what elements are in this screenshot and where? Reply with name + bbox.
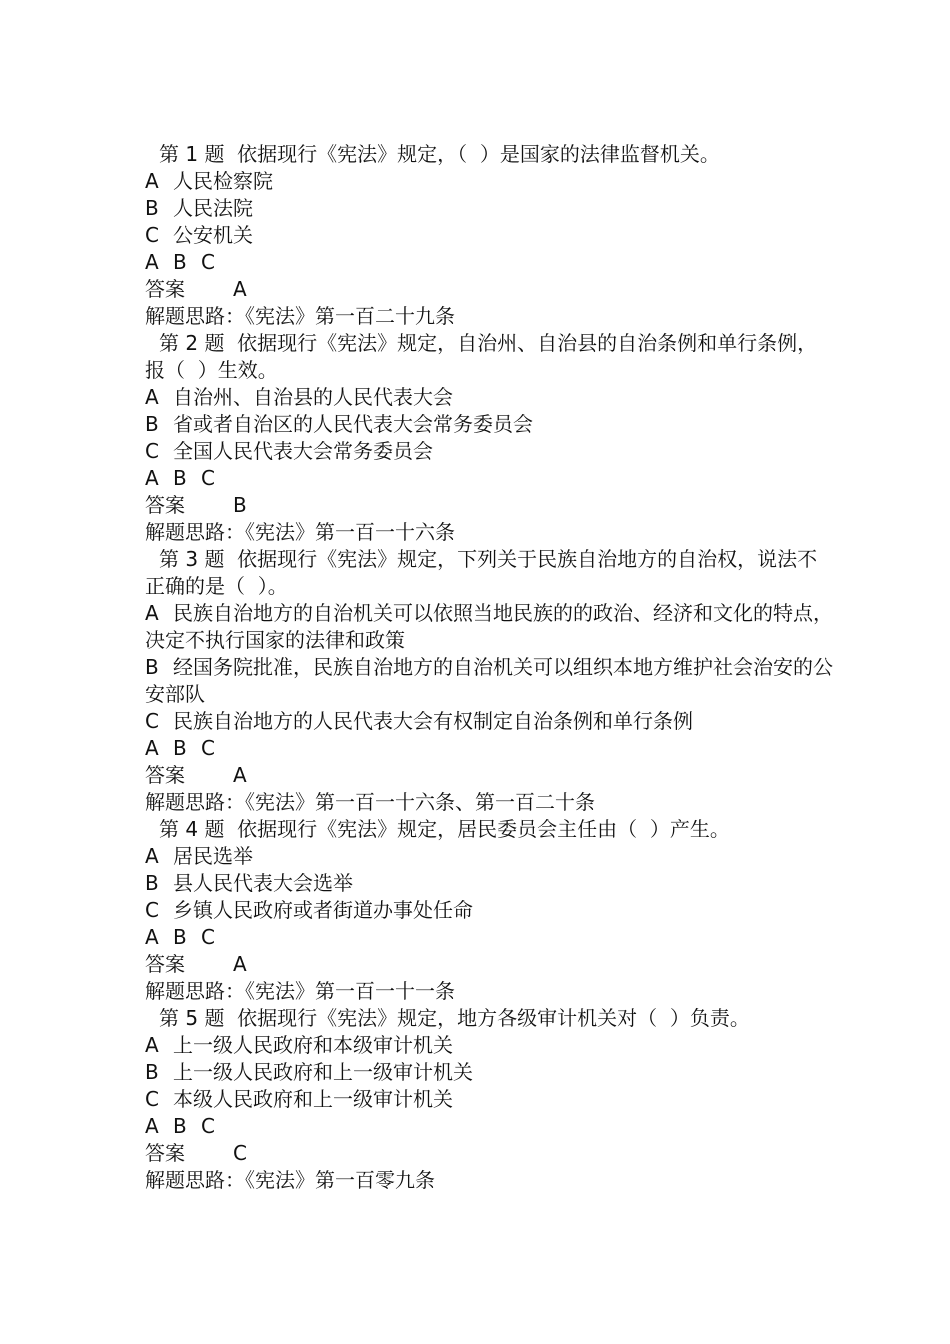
question-list [145, 141, 835, 1194]
question-title: 第 3 题 依据现行《宪法》规定，下列关于民族自治地方的自治权，说法不正确的是（ ）。 [145, 547, 818, 598]
option-text: 经国务院批准，民族自治地方的自治机关可以组织本地方维护社会治安的公安部队 [145, 655, 833, 706]
choice-letter: B [173, 466, 187, 490]
answer-line [145, 492, 835, 519]
choice-letter: A [145, 925, 159, 949]
answer-line [145, 762, 835, 789]
option-a [145, 600, 835, 654]
option-text: 上一级人民政府和上一级审计机关 [173, 1060, 473, 1084]
option-c [145, 1086, 835, 1113]
option-text: 居民选举 [173, 844, 253, 868]
option-text: 民族自治地方的自治机关可以依照当地民族的的政治、经济和文化的特点，决定不执行国家的法律和政策 [145, 601, 833, 652]
explanation: 解题思路：《宪法》第一百二十九条 [145, 304, 455, 328]
option-letter: C [145, 439, 159, 463]
option-text: 上一级人民政府和本级审计机关 [173, 1033, 453, 1057]
answer-value: A [233, 763, 247, 787]
option-a [145, 1032, 835, 1059]
option-c [145, 438, 835, 465]
option-letter: C [145, 223, 159, 247]
choice-letters [145, 465, 835, 492]
option-letter: A [145, 844, 159, 868]
option-c [145, 897, 835, 924]
option-text: 省或者自治区的人民代表大会常务委员会 [173, 412, 533, 436]
choice-letter: B [173, 736, 187, 760]
option-letter: B [145, 412, 159, 436]
answer-label: 答案 [145, 493, 185, 517]
option-a [145, 843, 835, 870]
option-letter: A [145, 385, 159, 409]
option-text: 乡镇人民政府或者街道办事处任命 [173, 898, 473, 922]
option-letter: A [145, 169, 159, 193]
choice-letter: C [201, 466, 215, 490]
question-title: 第 2 题 依据现行《宪法》规定，自治州、自治县的自治条例和单行条例，报（ ）生效。 [145, 331, 818, 382]
option-b [145, 870, 835, 897]
answer-value: C [233, 1141, 247, 1165]
option-text: 全国人民代表大会常务委员会 [173, 439, 433, 463]
question-block [145, 546, 835, 816]
option-a [145, 384, 835, 411]
explanation: 解题思路：《宪法》第一百一十六条 [145, 520, 455, 544]
option-letter: A [145, 601, 159, 625]
choice-letter: C [201, 1114, 215, 1138]
choice-letter: B [173, 250, 187, 274]
question-block [145, 141, 835, 330]
question-block [145, 816, 835, 1005]
option-text: 人民法院 [173, 196, 253, 220]
choice-letter: A [145, 466, 159, 490]
answer-value: A [233, 277, 247, 301]
question-block [145, 1005, 835, 1194]
option-letter: C [145, 898, 159, 922]
option-text: 县人民代表大会选举 [173, 871, 353, 895]
option-text: 民族自治地方的人民代表大会有权制定自治条例和单行条例 [173, 709, 693, 733]
option-letter: B [145, 196, 159, 220]
option-b [145, 654, 835, 708]
option-c [145, 708, 835, 735]
choice-letters [145, 1113, 835, 1140]
answer-label: 答案 [145, 952, 185, 976]
option-c [145, 222, 835, 249]
choice-letters [145, 924, 835, 951]
answer-value: B [233, 493, 247, 517]
explanation: 解题思路：《宪法》第一百一十一条 [145, 979, 455, 1003]
question-title: 第 4 题 依据现行《宪法》规定，居民委员会主任由（ ）产生。 [159, 817, 730, 841]
choice-letter: A [145, 736, 159, 760]
option-letter: B [145, 1060, 159, 1084]
question-title: 第 1 题 依据现行《宪法》规定，（ ）是国家的法律监督机关。 [159, 142, 720, 166]
answer-value: A [233, 952, 247, 976]
option-text: 本级人民政府和上一级审计机关 [173, 1087, 453, 1111]
question-title: 第 5 题 依据现行《宪法》规定，地方各级审计机关对（ ）负责。 [159, 1006, 750, 1030]
explanation: 解题思路：《宪法》第一百零九条 [145, 1168, 435, 1192]
option-b [145, 195, 835, 222]
option-text: 公安机关 [173, 223, 253, 247]
answer-line [145, 276, 835, 303]
choice-letter: B [173, 925, 187, 949]
option-letter: B [145, 655, 159, 679]
option-letter: B [145, 871, 159, 895]
answer-label: 答案 [145, 1141, 185, 1165]
option-letter: C [145, 709, 159, 733]
choice-letter: C [201, 250, 215, 274]
option-a [145, 168, 835, 195]
choice-letter: A [145, 1114, 159, 1138]
option-text: 人民检察院 [173, 169, 273, 193]
option-b [145, 1059, 835, 1086]
option-text: 自治州、自治县的人民代表大会 [173, 385, 453, 409]
option-b [145, 411, 835, 438]
choice-letters [145, 249, 835, 276]
explanation: 解题思路：《宪法》第一百一十六条、第一百二十条 [145, 790, 595, 814]
choice-letter: C [201, 736, 215, 760]
question-block [145, 330, 835, 546]
choice-letter: A [145, 250, 159, 274]
answer-line [145, 951, 835, 978]
choice-letter: B [173, 1114, 187, 1138]
choice-letter: C [201, 925, 215, 949]
option-letter: C [145, 1087, 159, 1111]
choice-letters [145, 735, 835, 762]
option-letter: A [145, 1033, 159, 1057]
answer-label: 答案 [145, 763, 185, 787]
answer-line [145, 1140, 835, 1167]
answer-label: 答案 [145, 277, 185, 301]
